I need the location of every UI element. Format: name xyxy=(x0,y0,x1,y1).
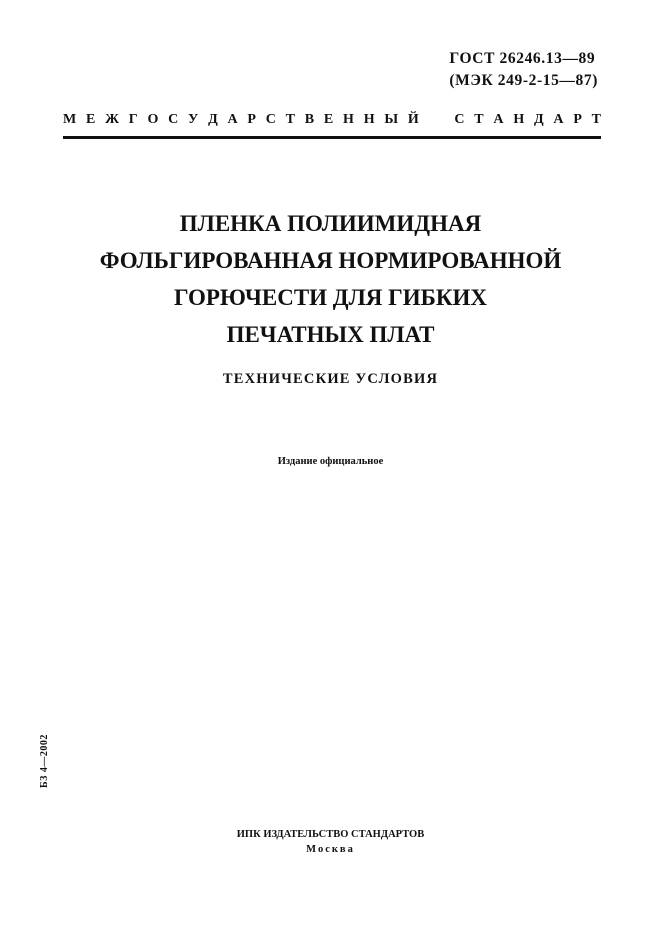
standard-type-letter: В xyxy=(304,112,315,127)
standard-type-letter: Е xyxy=(323,112,334,127)
title-line-2: ФОЛЬГИРОВАННАЯ НОРМИРОВАННОЙ xyxy=(99,248,562,273)
letter-gap xyxy=(429,111,445,129)
standard-type-letter: Д xyxy=(533,112,544,127)
standard-type-letter: О xyxy=(147,112,159,127)
standard-type-letter: Н xyxy=(513,112,525,127)
title-line-1: ПЛЕНКА ПОЛИИМИДНАЯ xyxy=(179,211,482,236)
document-designation xyxy=(449,48,598,92)
standard-type-letter: Н xyxy=(363,112,375,127)
gost-number: ГОСТ 26246.13—89 xyxy=(449,50,596,67)
standard-type-letter: Н xyxy=(343,112,354,127)
edition-note: Издание официальное xyxy=(277,456,384,467)
document-subtitle: ТЕХНИЧЕСКИЕ УСЛОВИЯ xyxy=(222,371,439,387)
iec-number: (МЭК 249-2-15—87) xyxy=(449,72,598,89)
standard-type-letter: Й xyxy=(407,112,419,127)
standard-type-letter: Т xyxy=(285,112,296,127)
standard-type-letter: Е xyxy=(86,112,96,127)
standard-type-letter: Ж xyxy=(105,112,119,127)
standard-type-letter: Т xyxy=(474,112,484,127)
standard-type-letter: А xyxy=(227,112,238,127)
standard-type-heading xyxy=(63,111,601,129)
standard-type-letter: У xyxy=(188,112,199,127)
title-line-3: ГОРЮЧЕСТИ ДЛЯ ГИБКИХ xyxy=(173,285,488,310)
standard-type-letter: М xyxy=(63,112,77,127)
header-divider xyxy=(63,136,601,139)
title-line-4: ПЕЧАТНЫХ ПЛАТ xyxy=(226,322,435,347)
standard-type-letter: С xyxy=(454,112,465,127)
standard-type-letter: Г xyxy=(128,112,138,127)
standard-type-letter: Д xyxy=(208,112,218,127)
standard-type-letter: Ы xyxy=(384,112,399,127)
standard-type-letter: Р xyxy=(573,112,582,127)
side-catalog-note: БЗ 4—2002 xyxy=(39,734,50,788)
publisher-name: ИПК ИЗДАТЕЛЬСТВО СТАНДАРТОВ xyxy=(236,829,425,840)
standard-type-letter: А xyxy=(493,112,504,127)
standard-type-letter: С xyxy=(168,112,179,127)
standard-type-letter: Р xyxy=(247,112,256,127)
publisher-city: Москва xyxy=(306,844,355,855)
standard-type-letter: А xyxy=(553,112,564,127)
document-title xyxy=(0,205,661,353)
standard-type-letter: С xyxy=(265,112,276,127)
standard-type-letter: Т xyxy=(591,112,601,127)
